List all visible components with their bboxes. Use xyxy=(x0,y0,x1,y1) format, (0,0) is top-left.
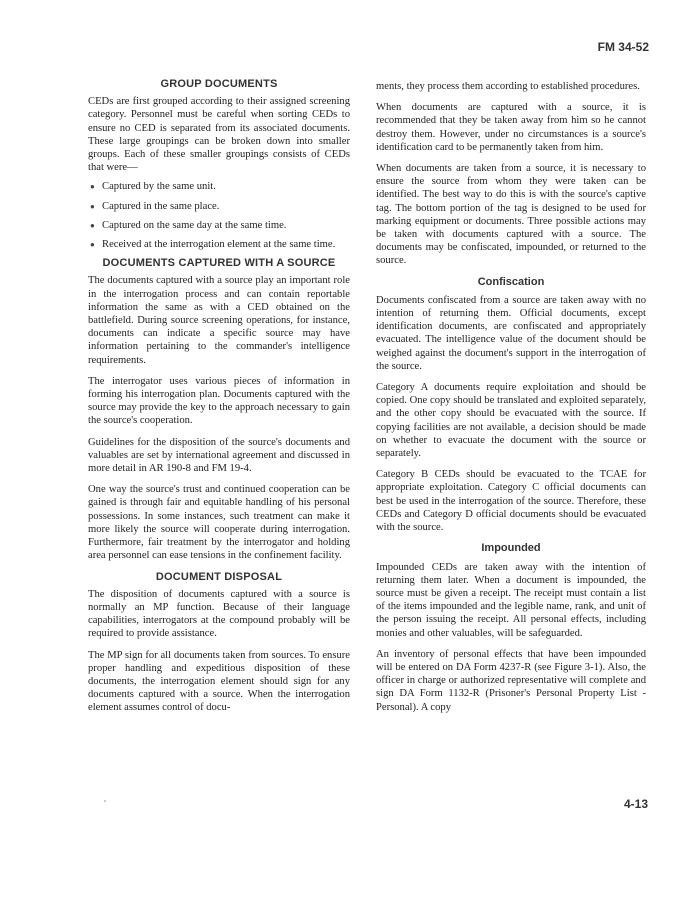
manual-number: FM 34-52 xyxy=(597,40,649,54)
paragraph: When documents are taken from a source, it is necessary to ensure the source from whom they were taken can be identified. The best way to do this is with the source's captive tag. The bottom portion of the tag is designed to be used for marking equipment or documents. Three possible actions may be taken with documents captured with a source. The documents may be confiscated, impounded, or returned to the source. xyxy=(376,163,646,267)
paragraph: The interrogator uses various pieces of information in forming his interrogation plan. Documents captured with the source may provide the key to the approach necessary to gain the source's cooperation. xyxy=(88,375,350,427)
section-heading-document-disposal: DOCUMENT DISPOSAL xyxy=(155,570,283,583)
section-heading-group-documents: GROUP DOCUMENTS xyxy=(160,78,278,90)
bullet-list xyxy=(88,180,350,251)
list-item: ● Captured on the same day at the same time. xyxy=(88,219,350,232)
subheading-impounded: Impounded xyxy=(481,542,541,555)
paragraph: An inventory of personal effects that have been impounded will be entered on DA Form 4237-R (see Figure 3-1). Also, the officer in charge or authorized representative will complete and sign DA Form 1132-R (Prisoner's Personal Property List - Personal). A copy xyxy=(376,648,646,713)
list-item: ● Received at the interrogation element at the same time. xyxy=(88,238,350,251)
page-number: 4-13 xyxy=(623,797,648,811)
scan-speck xyxy=(104,800,106,802)
paragraph: CEDs are first grouped according to their assigned screening category. Personnel must be careful when sorting CEDs to ensure no CED is separated from its associated documents. These large groupings can be broken down into smaller groups. Each of these smaller groupings consists of CEDs that were— xyxy=(88,96,350,174)
paragraph: When documents are captured with a source, it is recommended that they be taken away from him so he cannot destroy them. However, under no circumstances is a source's identification card to be permanently taken from him. xyxy=(376,102,646,153)
subheading-confiscation: Confiscation xyxy=(477,275,545,288)
section-heading-documents-captured: DOCUMENTS CAPTURED WITH A SOURCE xyxy=(102,257,336,270)
list-item: ● Captured in the same place. xyxy=(88,200,350,213)
paragraph: Category B CEDs should be evacuated to the TCAE for appropriate exploitation. Category C official documents can best be used in the interrogation of the source. Therefore, these CEDs and Category D official documents should be evacuated with the source. xyxy=(376,469,646,534)
paragraph: ments, they process them according to established procedures. xyxy=(376,81,640,92)
paragraph: Impounded CEDs are taken away with the intention of returning them later. When a document is impounded, the source must be given a receipt. The receipt must contain a list of the items impounded and the legible name, rank, and unit of the person issuing the receipt. All personal effects, including monies and other valuables, will be safeguarded. xyxy=(376,561,646,639)
paragraph: The disposition of documents captured with a source is normally an MP function. Because of their language capabilities, interrogators at the compound probably will be required to provide assistance. xyxy=(88,588,350,640)
paragraph: Guidelines for the disposition of the source's documents and valuables are set by international agreement and discussed in more detail in AR 190-8 and FM 19-4. xyxy=(88,436,350,475)
paragraph: Documents confiscated from a source are taken away with no intention of returning them. Official documents, except identification documents, are confiscated and appropriately evacuated. The intelligence value of the document should be weighed against the document's support in the interrogation of the source. xyxy=(376,294,646,372)
paragraph: The documents captured with a source play an important role in the interrogation process and can contain reportable information the same as with a CED obtained on the battlefield. During source screening operations, for instance, documents can indicate a specific source may have information pertaining to the commander's intelligence requirements. xyxy=(88,275,350,366)
paragraph: One way the source's trust and continued cooperation can be gained is through fair and equitable handling of his personal possessions. In some instances, such treatment can make it more likely the source will cooperate during interrogation. Furthermore, fair treatment by the interrogator and holding area personnel can ease tensions in the confinement facility. xyxy=(88,484,350,562)
left-column xyxy=(88,78,350,723)
right-column xyxy=(376,80,646,722)
paragraph: The MP sign for all documents taken from sources. To ensure proper handling and expeditious disposition of these documents, the interrogation element should sign for any documents captured with a source. When the interrogation element assumes control of docu- xyxy=(88,649,350,714)
list-item: ● Captured by the same unit. xyxy=(88,180,350,193)
paragraph: Category A documents require exploitation and should be copied. One copy should be translated and exploited separately, and the other copy should be evacuated with the source. If copying facilities are not available, a decision should be made on whether to evacuate the document with the source or separately. xyxy=(376,382,646,460)
